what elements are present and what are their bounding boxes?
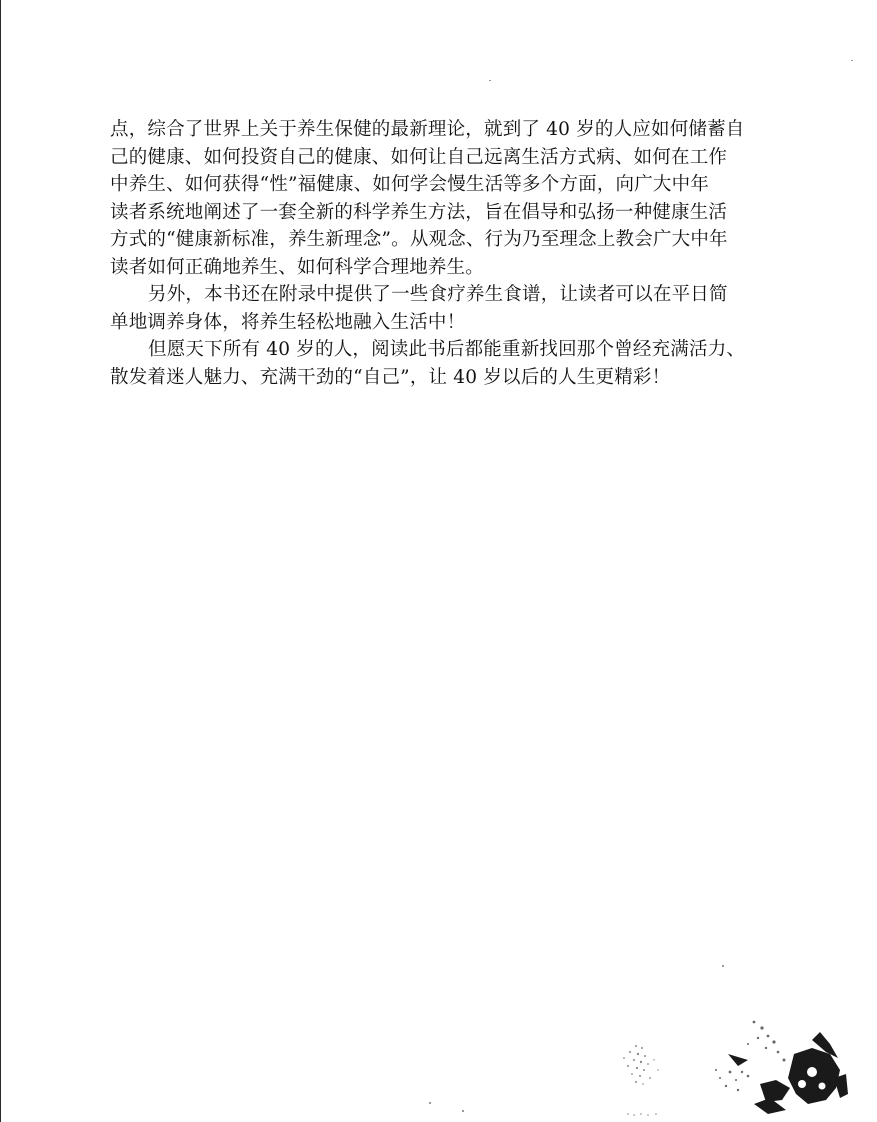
body-text-line: 但愿天下所有 40 岁的人，阅读此书后都能重新找回那个曾经充满活力、 bbox=[148, 339, 746, 360]
body-text-line: 另外，本书还在附录中提供了一些食疗养生食谱，让读者可以在平日简 bbox=[148, 284, 728, 305]
body-text-line: 读者如何正确地养生、如何科学合理地养生。 bbox=[110, 256, 485, 278]
halftone-dots-icon bbox=[610, 1036, 680, 1122]
body-text-line: 方式的“健康新标准，养生新理念”。从观念、行为乃至理念上教会广大中年 bbox=[110, 229, 728, 250]
scan-speck bbox=[851, 60, 853, 61]
scan-speck bbox=[462, 1110, 464, 1112]
scan-speck bbox=[722, 965, 724, 967]
scan-speck bbox=[429, 1102, 431, 1104]
body-text-line: 单地调养身体，将养生轻松地融入生活中！ bbox=[110, 311, 466, 333]
body-text-line: 散发着迷人魅力、充满干劲的“自己”，让 40 岁以后的人生更精彩！ bbox=[110, 366, 671, 388]
body-text bbox=[110, 116, 776, 391]
scan-speck bbox=[489, 80, 491, 81]
body-text-line: 中养生、如何获得“性”福健康、如何学会慢生活等多个方面，向广大中年 bbox=[110, 174, 710, 195]
body-text-line: 点，综合了世界上关于养生保健的最新理论，就到了 40 岁的人应如何储蓄自 bbox=[110, 119, 745, 140]
scan-left-edge bbox=[0, 0, 1, 1122]
body-text-line: 己的健康、如何投资自己的健康、如何让自己远离生活方式病、如何在工作 bbox=[110, 146, 728, 168]
corner-ornament-icon bbox=[708, 1014, 848, 1116]
body-text-line: 读者系统地阐述了一套全新的科学养生方法，旨在倡导和弘扬一种健康生活 bbox=[110, 201, 728, 223]
